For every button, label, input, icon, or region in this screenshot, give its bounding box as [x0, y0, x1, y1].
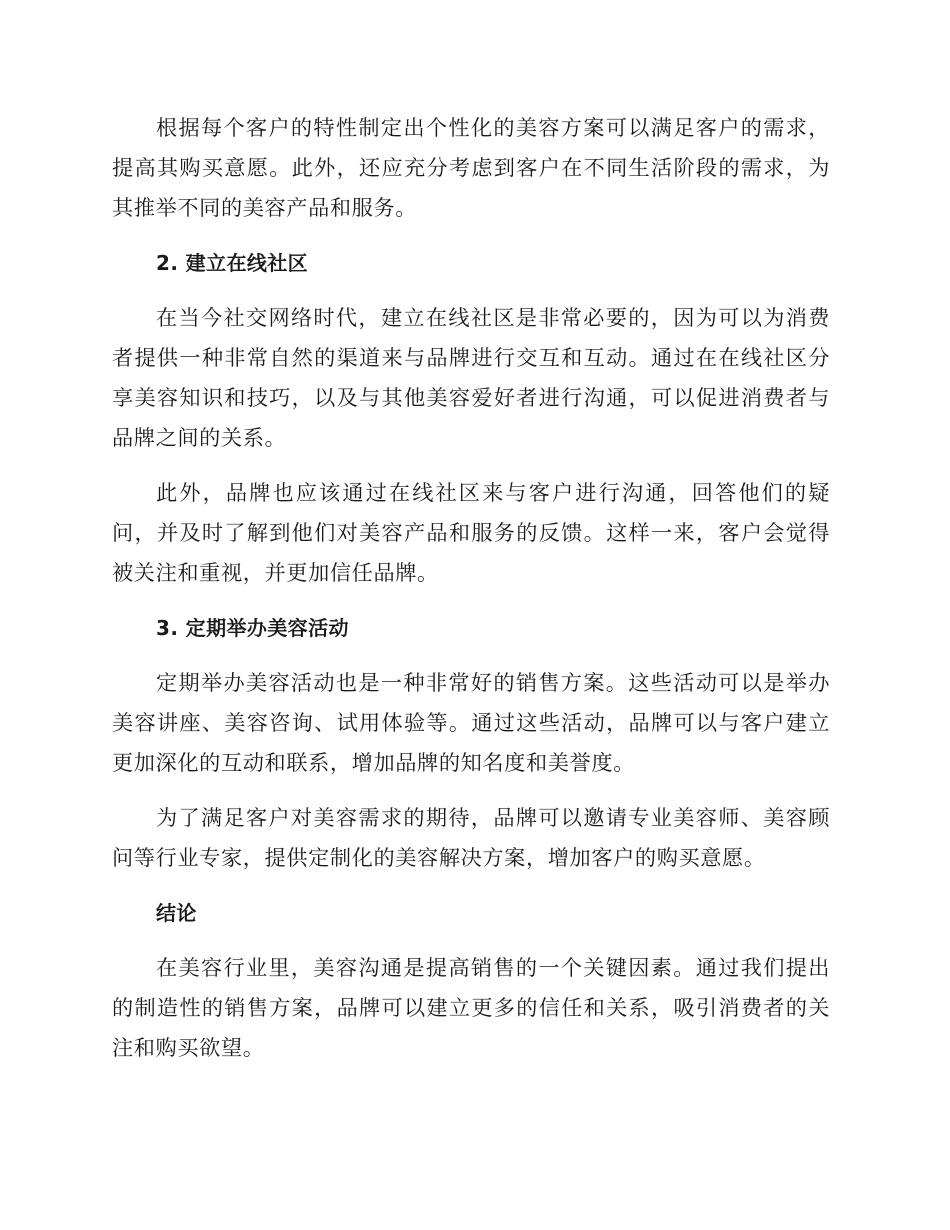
section-heading-online-community: 2. 建立在线社区	[156, 251, 309, 275]
paragraph-online-community: 在当今社交网络时代，建立在线社区是非常必要的，因为可以为消费者提供一种非常自然的渠道来与品牌进行交互和互动。通过在在线社区分享美容知识和技巧，以及与其他美容爱好者进行沟通，可以促进消费者与品牌之间的关系。	[112, 305, 830, 450]
paragraph-conclusion: 在美容行业里，美容沟通是提高销售的一个关键因素。通过我们提出的制造性的销售方案，品牌可以建立更多的信任和关系，吸引消费者的关注和购买欲望。	[112, 955, 830, 1060]
section-heading-conclusion: 结论	[156, 901, 197, 925]
paragraph-personalized-plan: 根据每个客户的特性制定出个性化的美容方案可以满足客户的需求，提高其购买意愿。此外，还应充分考虑到客户在不同生活阶段的需求，为其推举不同的美容产品和服务。	[112, 115, 830, 220]
section-heading-beauty-events: 3. 定期举办美容活动	[156, 616, 349, 640]
paragraph-beauty-events: 定期举办美容活动也是一种非常好的销售方案。这些活动可以是举办美容讲座、美容咨询、试用体验等。通过这些活动，品牌可以与客户建立更加深化的互动和联系，增加品牌的知名度和美誉度。	[112, 670, 830, 775]
paragraph-community-communication: 此外，品牌也应该通过在线社区来与客户进行沟通，回答他们的疑问，并及时了解到他们对美容产品和服务的反馈。这样一来，客户会觉得被关注和重视，并更加信任品牌。	[112, 480, 830, 585]
document-body	[112, 108, 830, 1083]
paragraph-expert-invitation: 为了满足客户对美容需求的期待，品牌可以邀请专业美容师、美容顾问等行业专家，提供定制化的美容解决方案，增加客户的购买意愿。	[112, 805, 830, 870]
